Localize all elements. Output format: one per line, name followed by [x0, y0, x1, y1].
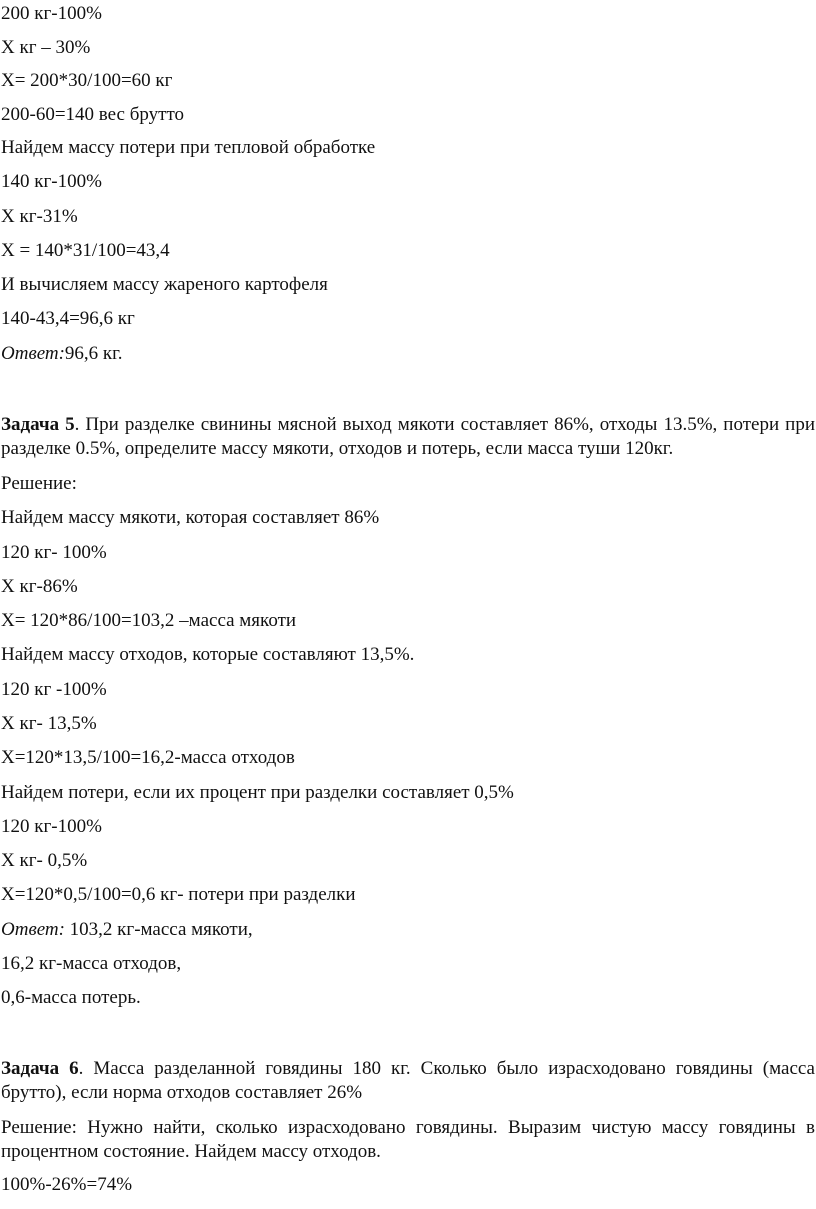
- text-line: 200 кг-100%: [1, 3, 102, 24]
- answer-label: Ответ:: [1, 919, 65, 940]
- answer-label: Ответ:: [1, 343, 65, 364]
- text-line: 0,6-масса потерь.: [1, 987, 141, 1008]
- text-line: Найдем массу потери при тепловой обработке: [1, 137, 376, 158]
- text-line: Х=120*0,5/100=0,6 кг- потери при разделки: [1, 884, 356, 905]
- task-6-solution: Решение: Нужно найти, сколько израсходовано говядины. Выразим чистую массу говядины в процентном состояние. Найдем массу отходов.: [1, 1117, 815, 1162]
- text-line: 200-60=140 вес брутто: [1, 104, 185, 125]
- text-line: 120 кг-100%: [1, 816, 102, 837]
- text-line: Найдем потери, если их процент при разделки составляет 0,5%: [1, 782, 514, 803]
- task-6-text: . Масса разделанной говядины 180 кг. Сколько было израсходовано говядины (масса брутто), если норма отходов составляет 26%: [1, 1058, 815, 1103]
- text-line: Х кг – 30%: [1, 37, 91, 58]
- answer-value: 103,2 кг-масса мякоти,: [64, 919, 253, 940]
- text-line: 100%-26%=74%: [1, 1174, 133, 1195]
- task-5-statement: [1, 413, 815, 461]
- answer-value: 96,6 кг.: [64, 343, 123, 364]
- text-line: Х= 120*86/100=103,2 –масса мякоти: [1, 610, 297, 631]
- text-line: Х=120*13,5/100=16,2-масса отходов: [1, 747, 295, 768]
- text-line: Х = 140*31/100=43,4: [1, 240, 170, 261]
- text-line: 16,2 кг-масса отходов,: [1, 953, 182, 974]
- text-line: И вычисляем массу жареного картофеля: [1, 274, 328, 295]
- text-line: 120 кг- 100%: [1, 542, 107, 563]
- text-line: 140 кг-100%: [1, 171, 102, 192]
- text-line: 140-43,4=96,6 кг: [1, 308, 135, 329]
- answer-line: [1, 342, 123, 366]
- text-line: Найдем массу отходов, которые составляют 13,5%.: [1, 644, 415, 665]
- task-5-title: Задача 5: [1, 414, 75, 435]
- text-line: Х кг- 13,5%: [1, 713, 97, 734]
- text-line: Найдем массу мякоти, которая составляет 86%: [1, 507, 380, 528]
- text-line: Х кг- 0,5%: [1, 850, 88, 871]
- text-line: Х кг-86%: [1, 576, 78, 597]
- text-line: Х кг-31%: [1, 206, 78, 227]
- task-6-title: Задача 6: [1, 1058, 79, 1079]
- answer-line: [1, 918, 253, 942]
- task-6-statement: [1, 1057, 815, 1105]
- task-5-text: . При разделке свинины мясной выход мякоти составляет 86%, отходы 13.5%, потери при разделке 0.5%, определите массу мякоти, отходов и потерь, если масса туши 120кг.: [1, 414, 815, 459]
- text-line: Х= 200*30/100=60 кг: [1, 70, 173, 91]
- text-line: 120 кг -100%: [1, 679, 107, 700]
- solution-label: Решение:: [1, 473, 77, 494]
